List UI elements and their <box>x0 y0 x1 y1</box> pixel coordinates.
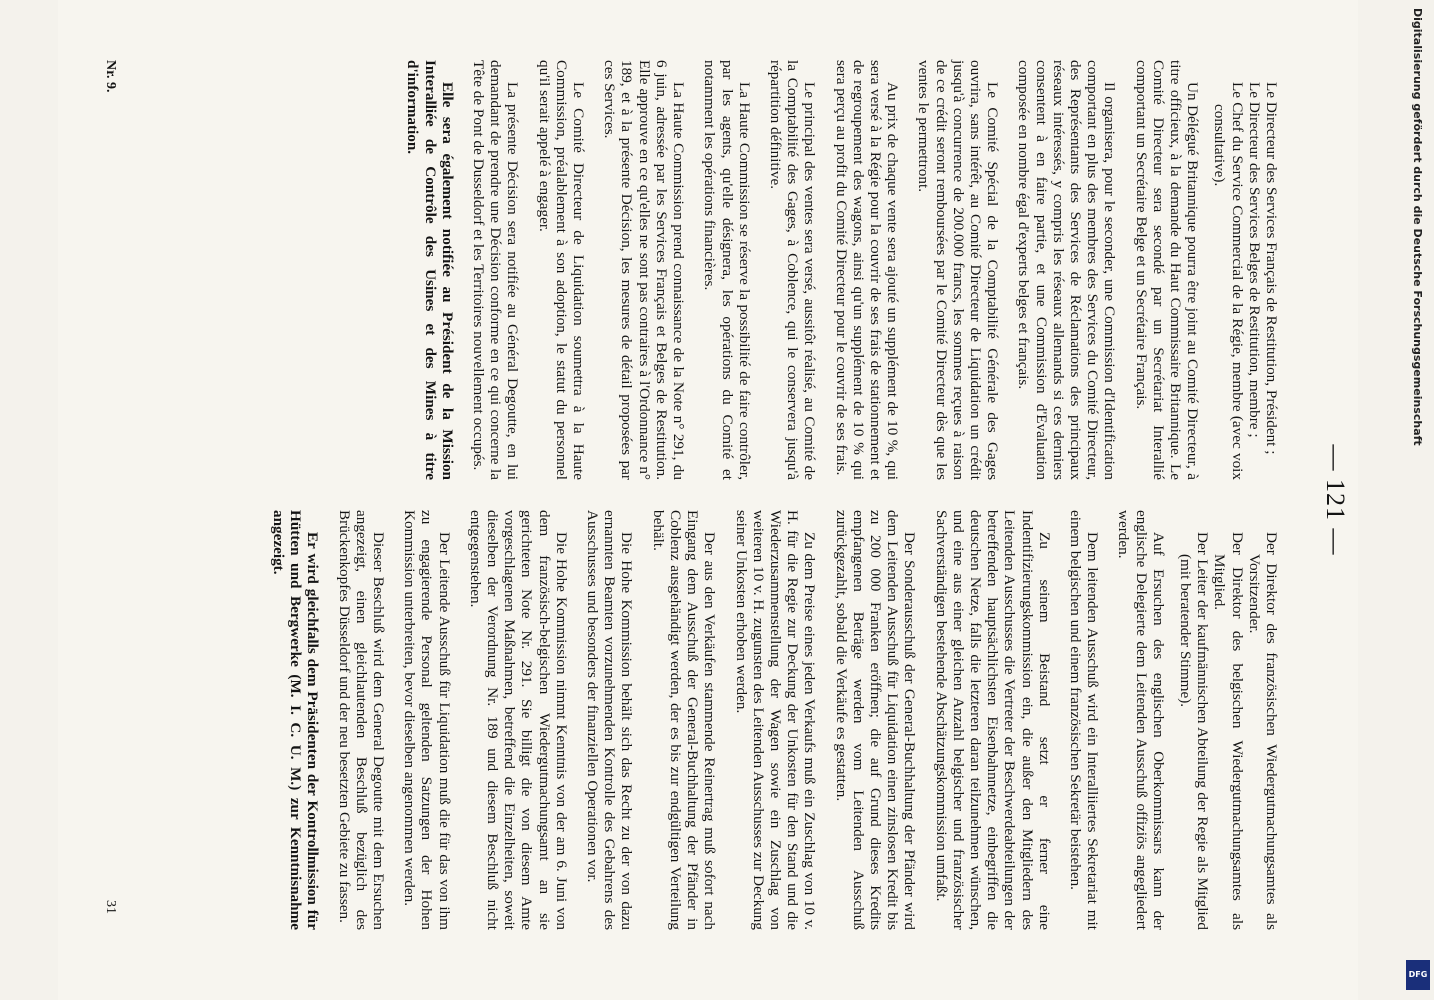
german-paragraph: Dem leitenden Ausschuß wird ein Interalliiertes Sekretariat mit einem belgischen und einem französischen Sekretär beistehen. <box>1066 510 1102 930</box>
scanned-page <box>58 0 1358 1000</box>
french-member-1: Le Directeur des Services Français de Restitution, Président ; <box>1263 82 1280 455</box>
french-paragraph: Elle sera également notifiée au Président de la Mission Interalliée de Contrôle des Usines et des Mines à titre d'information. <box>404 60 456 480</box>
french-paragraph: La Haute Commission se réserve la possibilité de faire contrôler, par les agents, qu'elle désignera, les opérations du Comité et notamment les opérations financières. <box>701 60 753 480</box>
german-paragraph: Der aus den Verkäufen stammende Reinertrag muß sofort nach Eingang dem Ausschuß der General-Buchhaltung der Pfänder in Coblenz ausgehändigt werden, der es bis zur endgültigen Verteilung behält. <box>649 510 719 930</box>
german-paragraph: Der Sonderausschuß der General-Buchhaltung der Pfänder wird dem Leitenden Ausschuß für Liquidation einen zinslosen Kredit bis zu 200 000 Franken eröffnen; die auf Grund dieses Kredits empfangenen Beträge werden vom Leitenden Ausschuß zurückgezahlt, sobald die Verkäufe es gestatten. <box>832 510 919 930</box>
german-member-3: Der Leiter der kaufmännischen Abteilung der Regie als Mitglied (mit beratender Stimme). <box>1176 532 1212 930</box>
french-column <box>390 60 1280 480</box>
german-paragraph: Zu seinem Beistand setzt er ferner eine Indentifizierungskommission ein, die außer den Mitgliedern des Leitenden Ausschusses die Vertreter der Beschwerdeabteilungen der betreffenden hauptsächlichsten Eisenbahnnetze, einbegriffen die deutschen Netze, falls die letzteren daran teilzunehmen wünschen, und eine aus einer gleichen Anzahl belgischer und französischer Sachverständigen bestehende Abschätzungskommission umfaßt. <box>932 510 1053 930</box>
french-paragraph: Il organisera, pour le seconder, une Commission d'Identification comportant en plus des membres des Services du Comité Directeur, des Représentants des Services de Réclamations des principaux réseaux intéressés, y compris les réseaux allemands si ces derniers consentent à en faire partie, et une Commission d'Evaluation composée en nombre égal d'experts belges et français. <box>1015 60 1119 480</box>
digitization-sidebar <box>1404 0 1434 1000</box>
german-member-1: Der Direktor des französischen Wiedergutmachungsamtes als Vorsitzender. <box>1245 532 1280 930</box>
dfg-logo-icon: DFG <box>1406 960 1430 990</box>
french-paragraph: Un Délégué Britannique pourra être joint au Comité Directeur, à titre officieux, à la demande du Haut Commissaire Britannique. Le Comité Directeur sera secondé par un Secrétariat Interallié comportant un Secrétaire Belge et un Secrétaire Français. <box>1132 60 1202 480</box>
french-paragraph: Le principal des ventes sera versé, aussitôt réalisé, au Comité de la Comptabilité des Gages, à Coblence, qui le conservera jusqu'à répartition définitive. <box>766 60 819 480</box>
german-column <box>256 510 1280 930</box>
french-paragraph: Le Comité Spécial de la Comptabilité Générale des Gages ouvrira, sans intérêt, au Comité Directeur de Liquidation un crédit jusqu'à concurrence de 200.000 francs, les sommes reçues à raison de ce crédit seront remboursées par le Comité Directeur dès que les ventes le permettront. <box>915 60 1002 480</box>
german-paragraph: Die Hohe Kommission nimmt Kenntnis von der am 6. Juni von dem französisch-belgischen Wiedergutmachungsamt an sie gerichteten Note Nr. 291. Sie billigt die von diesem Amte vorgeschlagenen Maßnahmen, betreffend die Einzelheiten, soweit dieselben der Verordnung Nr. 189 und diesem Beschluß nicht entgegenstehen. <box>466 510 570 930</box>
french-member-3: Le Chef du Service Commercial de la Régie, membre (avec voix consultative). <box>1211 82 1246 480</box>
german-paragraph: Er wird gleichfalls dem Präsidenten der Kontrollmission für Hütten und Bergwerke (M. I. C. U. M.) zur Kenntnisnahme angezeigt. <box>270 510 322 930</box>
french-paragraph: Le Comité Directeur de Liquidation soumettra à la Haute Commission, préalablement à son adoption, le statut du personnel qu'il serait appelé à engager. <box>535 60 588 480</box>
german-paragraph: Auf Ersuchen des englischen Oberkommissars kann der englische Delegierte dem Leitenden Ausschuß offiziös angegliedert werden. <box>1115 510 1167 930</box>
french-paragraph: La présente Décision sera notifiée au Général Degoutte, en lui demandant de prendre une Décision conforme en ce qui concerne la Tête de Pont de Dusseldorf et les Territoires nouvellement occupés. <box>470 60 522 480</box>
issue-number: Nr. 9. <box>103 60 118 93</box>
french-paragraph: La Haute Commission prend connaissance de la Note n° 291, du 6 juin, adressée par les Services Français et Belges de Restitution. Elle approuve en ce qu'elles ne sont pas contraires à l'Ordonnance n° 189, et à la présente Décision, les mesures de détail proposées par ces Services. <box>601 60 688 480</box>
page-number: — 121 — <box>1321 444 1350 556</box>
french-paragraph: Au prix de chaque vente sera ajouté un supplément de 10 %, qui sera versé à la Régie pour la couvrir de ses frais de stationnement et de regroupement des wagons, ainsi qu'un supplément de 10 % qui sera perçu au profit du Comité Directeur pour le couvrir de ses frais. <box>832 60 902 480</box>
german-paragraph: Zu dem Preise eines jeden Verkaufs muß ein Zuschlag von 10 v. H. für die Regie zur Deckung der Unkosten für den Stand und die Wiederzusammenstellung der Wagen sowie ein Zuschlag von weiteren 10 v. H. zugunsten des Leitenden Ausschusses zur Deckung seiner Unkosten erhoben werden. <box>732 510 819 930</box>
german-paragraph: Die Hohe Kommission behält sich das Recht zu der von dazu ernannten Beamten vorzunehmenden Kontrolle des Gebahrens des Ausschusses und besonders der finanziellen Operationen vor. <box>584 510 636 930</box>
funding-note: Digitalisierung gefördert durch die Deutsche Forschungsgemeinschaft <box>1411 8 1424 446</box>
german-member-2: Der Direktor des belgischen Wiedergutmachungsamtes als Mitglied. <box>1211 532 1246 930</box>
german-paragraph: Dieser Beschluß wird dem General Degoutte mit dem Ersuchen angezeigt, einen gleichlautenden Beschluß bezüglich des Brückenkopfes Düsseldorf und der neu besetzten Gebiete zu fassen. <box>335 510 388 930</box>
sheet-number: 31 <box>103 900 118 914</box>
german-paragraph: Der Leitende Ausschuß für Liquidation muß die für das von ihm zu engagierende Personal geltenden Satzungen der Hohen Kommission unterbreiten, bevor dieselben angenommen werden. <box>401 510 453 930</box>
french-member-2: Le Directeur des Services Belges de Restitution, membre ; <box>1245 82 1263 438</box>
